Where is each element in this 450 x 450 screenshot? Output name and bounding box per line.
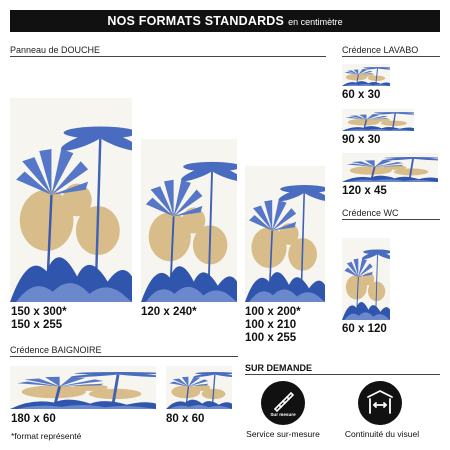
- wc-panel-60x120: [342, 238, 390, 320]
- lavabo-panel-120x45: [342, 153, 438, 182]
- sur-mesure-icon: [261, 381, 305, 425]
- baignoire-format-80x60: 80 x 60: [166, 413, 205, 425]
- douche-format-100: [245, 306, 301, 345]
- continuity-icon: [358, 381, 402, 425]
- format-label: 150 x 300*: [11, 306, 67, 318]
- lavabo-format-90x30: 90 x 30: [342, 134, 381, 146]
- douche-divider: [10, 56, 326, 57]
- format-note: *format représenté: [11, 431, 82, 441]
- baignoire-panel-80x60: [166, 366, 232, 409]
- sur-mesure-badge: Sur mesure: [270, 412, 296, 417]
- sur-demande-divider: [245, 374, 440, 375]
- lavabo-panel-60x30: [342, 64, 390, 86]
- douche-format-150: [11, 306, 67, 332]
- douche-panel-150: [10, 98, 132, 302]
- format-label: 120 x 240*: [141, 306, 197, 318]
- sur-demande-title: SUR DEMANDE: [245, 363, 313, 373]
- douche-format-120: [141, 306, 197, 319]
- lavabo-panel-90x30: [342, 109, 414, 131]
- header-banner: [10, 10, 440, 32]
- header-title: NOS FORMATS STANDARDS: [107, 14, 285, 28]
- header-subtitle: en centimètre: [288, 17, 343, 27]
- baignoire-format-180x60: 180 x 60: [11, 413, 56, 425]
- format-label: 150 x 255: [11, 319, 63, 331]
- format-label: 100 x 210: [245, 319, 297, 331]
- baignoire-divider: [10, 356, 238, 357]
- continuity-caption: Continuité du visuel: [344, 429, 420, 439]
- lavabo-section-title: Crédence LAVABO: [342, 45, 419, 55]
- lavabo-divider: [342, 56, 440, 57]
- lavabo-format-120x45: 120 x 45: [342, 185, 387, 197]
- baignoire-panel-180x60: [10, 366, 156, 409]
- wc-divider: [342, 219, 440, 220]
- format-label: 100 x 255: [245, 332, 297, 344]
- sur-mesure-caption: Service sur-mesure: [246, 429, 320, 439]
- wc-section-title: Crédence WC: [342, 208, 399, 218]
- douche-panel-100: [245, 166, 325, 302]
- format-label: 100 x 200*: [245, 306, 301, 318]
- wc-format-60x120: 60 x 120: [342, 323, 387, 335]
- douche-panel-120: [141, 139, 237, 302]
- douche-section-title: Panneau de DOUCHE: [10, 45, 101, 55]
- lavabo-format-60x30: 60 x 30: [342, 89, 381, 101]
- baignoire-section-title: Crédence BAIGNOIRE: [10, 345, 102, 355]
